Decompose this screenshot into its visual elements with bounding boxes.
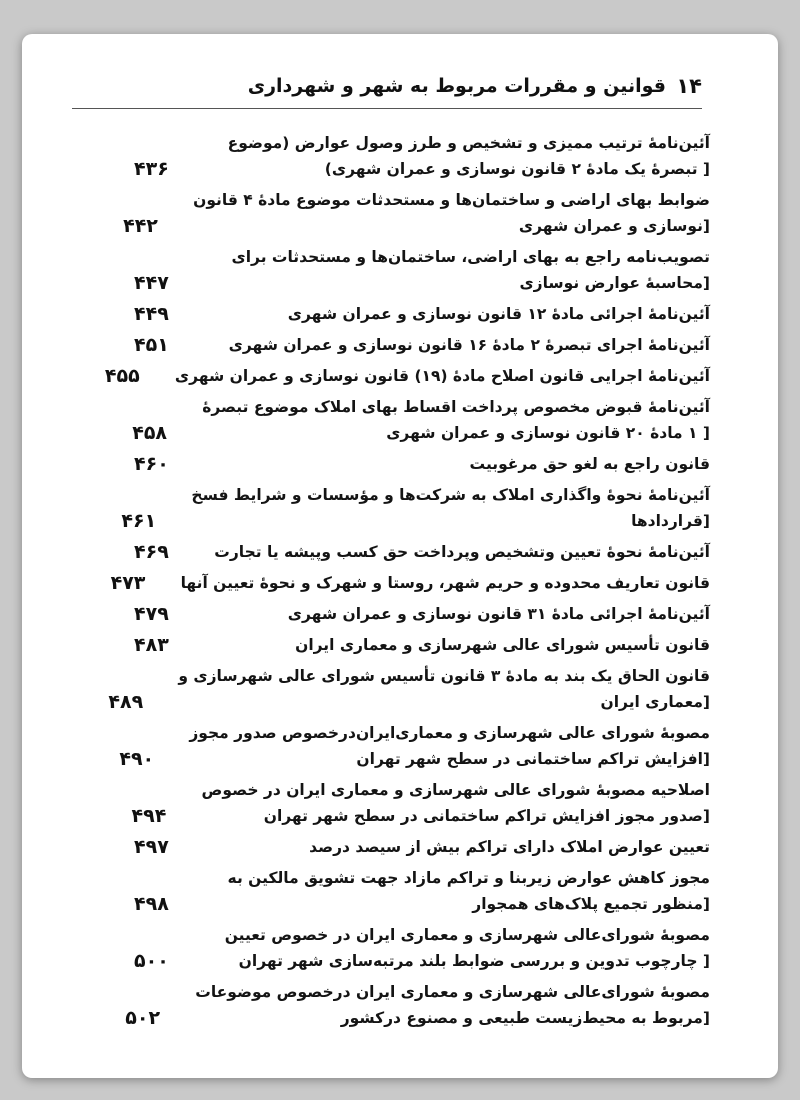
toc-entry-title [204, 632, 710, 658]
toc-entry [110, 570, 710, 596]
toc-entry-title [204, 922, 710, 974]
toc-entry [134, 632, 710, 658]
toc-entry-line: [ چارچوب تدوین و بررسی ضوابط بلند مرتبه‌سازی شهر تهران [238, 952, 710, 970]
toc-entry-line: تصویب‌نامه راجع به بهای اراضی، ساختمان‌ها و مستحدثات برای [231, 248, 710, 266]
toc-entry [134, 539, 710, 565]
toc-entry-line: قانون تعاریف محدوده و حریم شهر، روستا و شهرک و نحوهٔ تعیین آنها [180, 574, 710, 592]
toc-entry-title [204, 130, 710, 182]
toc-entry-page: ۴۵۸ [132, 422, 168, 444]
toc-entry-line: قانون الحاق یک بند به مادهٔ ۳ قانون تأسیس شورای عالی شهرسازی و [178, 667, 710, 685]
toc-entry-title [202, 777, 710, 829]
toc-entry-page: ۴۳۶ [134, 158, 169, 180]
toc-entry-line: مصوبهٔ شورای عالی شهرسازی و معماری‌ایران‌درخصوص صدور مجوز [189, 724, 710, 742]
toc-entry-page: ۴۶۰ [134, 453, 169, 475]
toc-entry [134, 865, 710, 917]
header-rule [72, 108, 702, 109]
toc-entry-line: مصوبهٔ شورای‌عالی شهرسازی و معماری ایران در خصوص تعیین [224, 926, 710, 944]
toc-entry [134, 130, 710, 182]
toc-entry-line: [قراردادها [631, 512, 710, 530]
toc-entry-title [175, 363, 710, 389]
toc-entry-line: مصوبهٔ شورای‌عالی شهرسازی و معماری ایران درخصوص موضوعات [195, 983, 710, 1001]
toc-entry-page: ۴۴۲ [123, 215, 158, 237]
toc-entry [104, 363, 710, 389]
toc-entry-title [178, 663, 710, 715]
toc-entry-page: ۴۵۵ [104, 365, 140, 387]
toc-entry [121, 482, 710, 534]
toc-entry-line: [منظور تجمیع پلاک‌های همجوار [472, 895, 710, 913]
toc-entry-page: ۴۴۹ [134, 303, 169, 325]
toc-entry-page: ۴۵۱ [134, 334, 169, 356]
toc-entry [134, 922, 710, 974]
toc-entry-line: ضوابط بهای اراضی و ساختمان‌ها و مستحدثات موضوع مادهٔ ۴ قانون [193, 191, 710, 209]
page-number: ۱۴ [676, 74, 702, 98]
toc-entry-title [204, 865, 710, 917]
toc-entry-line: اصلاحیه مصوبهٔ شورای عالی شهرسازی و معماری ایران در خصوص [201, 781, 710, 799]
toc-entry-line: آئین‌نامهٔ اجرایی قانون اصلاح مادهٔ (۱۹) قانون نوسازی و عمران شهری [174, 367, 710, 385]
toc-entry-page: ۴۷۹ [134, 603, 169, 625]
toc-entry-page: ۴۸۹ [108, 691, 144, 713]
toc-entry-title [195, 979, 710, 1031]
toc-entry-title [204, 539, 710, 565]
toc-entry-page: ۴۶۹ [134, 541, 169, 563]
toc-entry [134, 601, 710, 627]
toc-entry [134, 451, 710, 477]
toc-entry [123, 187, 710, 239]
toc-entry [131, 777, 710, 829]
toc-entry-page: ۴۹۰ [119, 748, 155, 770]
toc-entry [125, 979, 710, 1031]
toc-entry [108, 663, 710, 715]
toc-entry-page: ۴۷۳ [110, 572, 146, 594]
toc-entry-page: ۴۸۳ [134, 634, 169, 656]
toc-entry-line: [مربوط به محیط‌زیست طبیعی و مصنوع درکشور [340, 1009, 710, 1027]
toc-entry-title [204, 451, 710, 477]
toc-entry-page: ۵۰۰ [134, 950, 169, 972]
toc-entry [119, 720, 710, 772]
toc-entry-line: قانون راجع به لغو حق مرغوبیت [469, 455, 710, 473]
toc-entry-title [204, 601, 710, 627]
toc-entry-line: [ تبصرهٔ یک مادهٔ ۲ قانون نوسازی و عمران شهری) [324, 160, 710, 178]
toc-entry-title [189, 720, 710, 772]
toc-entry-line: قانون تأسیس شورای عالی شهرسازی و معماری ایران [295, 636, 710, 654]
toc-entry-page: ۴۹۴ [131, 805, 167, 827]
toc-entry-title [191, 482, 710, 534]
toc-entry-line: آئین‌نامهٔ قبوض مخصوص پرداخت اقساط بهای املاک موضوع تبصرهٔ [202, 398, 710, 416]
toc-entry-title [204, 301, 710, 327]
toc-entry [134, 394, 710, 446]
toc-entry [134, 834, 710, 860]
toc-entry-title [204, 332, 710, 358]
toc-entry-line: [ ۱ مادهٔ ۲۰ قانون نوسازی و عمران شهری [386, 424, 710, 442]
toc-entry [134, 301, 710, 327]
toc-entry-line: [نوسازی و عمران شهری [518, 217, 710, 235]
toc-entry-line: [محاسبهٔ عوارض نوسازی [519, 274, 710, 292]
toc-entry-line: آئین‌نامهٔ ترتیب ممیزی و تشخیص و طرز وصول عوارض (موضوع [227, 134, 710, 152]
toc-entry-line: تعیین عوارض املاک دارای تراکم بیش از سیصد درصد [309, 838, 710, 856]
toc-entry-page: ۴۹۸ [134, 893, 169, 915]
toc-entry-title [204, 244, 710, 296]
toc-entry-line: [صدور مجوز افزایش تراکم ساختمانی در سطح شهر تهران [263, 807, 710, 825]
toc-entry [134, 332, 710, 358]
page-header [22, 74, 778, 104]
running-title: قوانین و مقررات مربوط به شهر و شهرداری [247, 75, 666, 97]
book-page [22, 34, 778, 1078]
toc-entry-line: آئین‌نامهٔ اجرائی مادهٔ ۱۲ قانون نوسازی و عمران شهری [287, 305, 710, 323]
toc-entry [134, 244, 710, 296]
toc-entry-title [193, 187, 710, 239]
toc-entry-line: آئین‌نامهٔ اجرای تبصرهٔ ۲ مادهٔ ۱۶ قانون نوسازی و عمران شهری [228, 336, 710, 354]
toc-entry-line: آئین‌نامهٔ اجرائی مادهٔ ۳۱ قانون نوسازی و عمران شهری [287, 605, 710, 623]
toc-entry-title [181, 570, 710, 596]
toc-entry-page: ۴۴۷ [134, 272, 169, 294]
toc-entry-title [204, 834, 710, 860]
toc-entry-title [202, 394, 710, 446]
toc-entry-line: آئین‌نامهٔ نحوهٔ واگذاری املاک به شرکت‌ها و مؤسسات و شرایط فسخ [191, 486, 710, 504]
table-of-contents [104, 130, 710, 1036]
toc-entry-page: ۵۰۲ [125, 1007, 161, 1029]
toc-entry-line: [معماری ایران [600, 693, 710, 711]
toc-entry-line: مجوز کاهش عوارض زیربنا و تراکم مازاد جهت تشویق مالکین به [227, 869, 710, 887]
toc-entry-line: [افزایش تراکم ساختمانی در سطح شهر تهران [356, 750, 710, 768]
toc-entry-line: آئین‌نامهٔ نحوهٔ تعیین وتشخیص وپرداخت حق کسب وپیشه یا تجارت [214, 543, 710, 561]
toc-entry-page: ۴۶۱ [121, 510, 157, 532]
toc-entry-page: ۴۹۷ [134, 836, 169, 858]
